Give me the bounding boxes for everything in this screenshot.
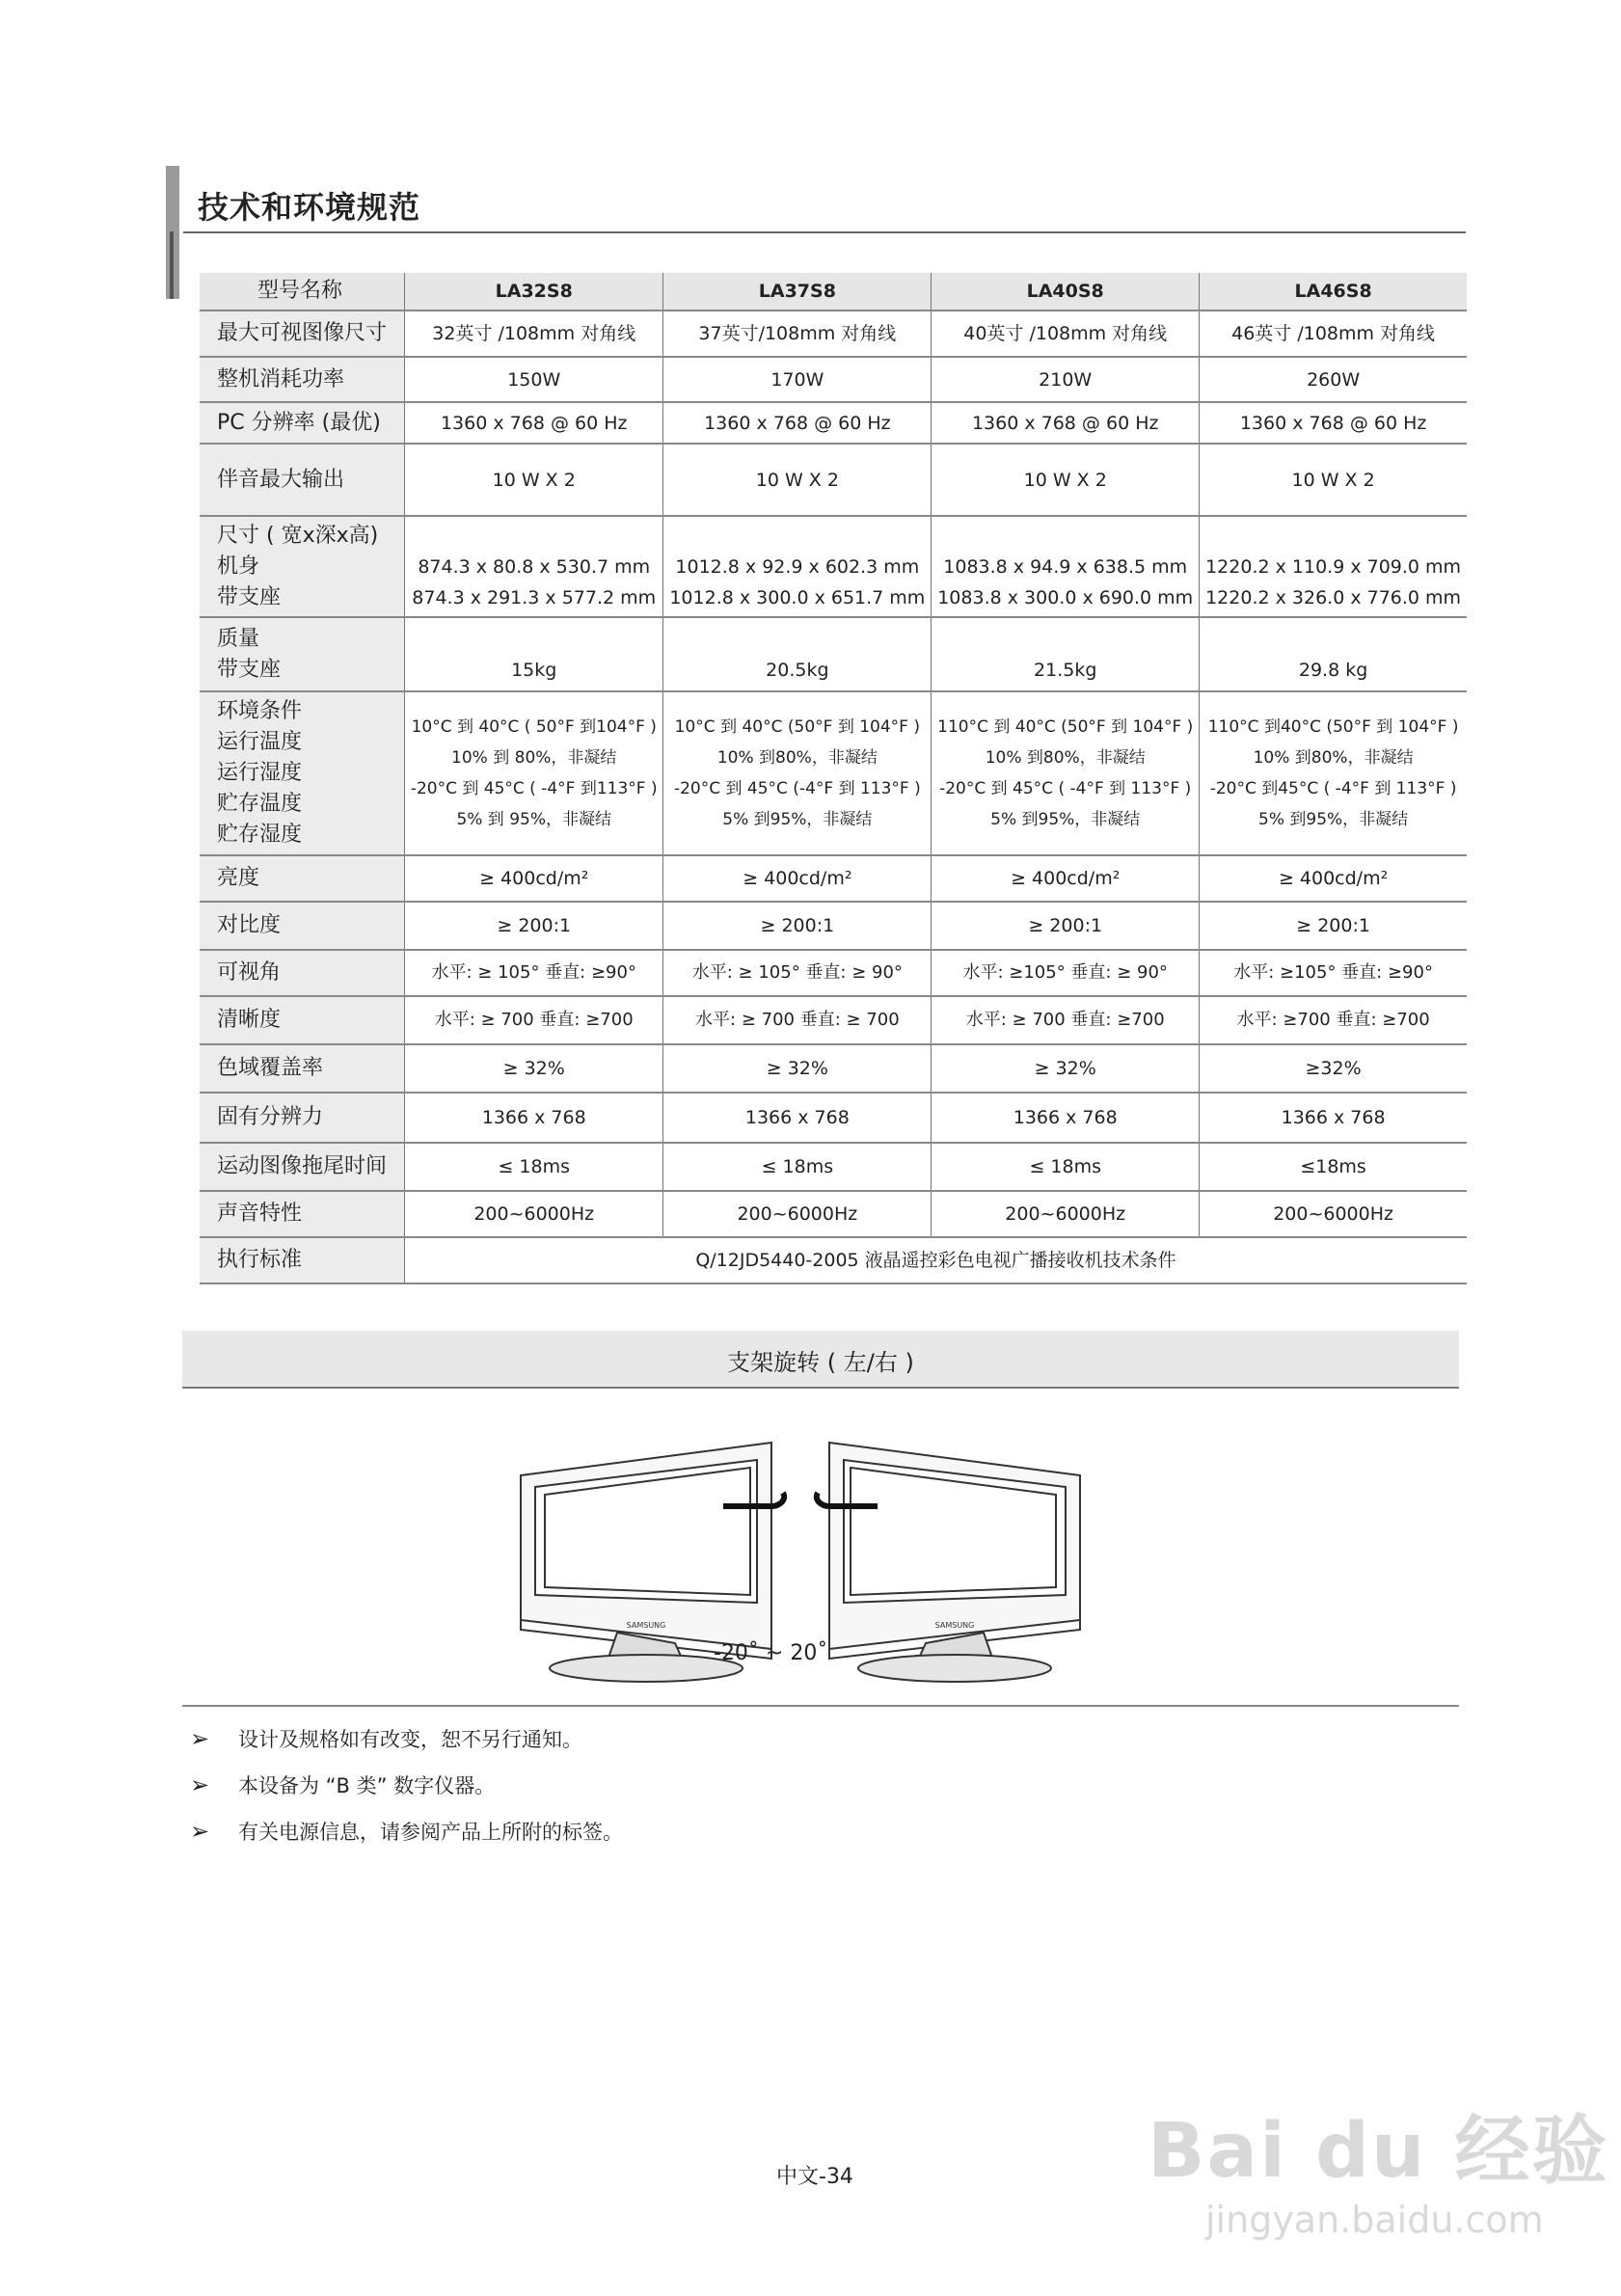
cell: 46英寸 /108mm 对角线 (1200, 311, 1467, 357)
cell: 200~6000Hz (663, 1191, 932, 1237)
cell-line: 5% 到95%，非凝结 (1258, 810, 1409, 829)
row-label: 对比度 (200, 902, 405, 950)
table-row (200, 357, 1467, 402)
label-line: 带支座 (217, 584, 282, 609)
cell: 150W (405, 357, 663, 402)
page-title: 技术和环境规范 (198, 189, 421, 226)
cell: 170W (663, 357, 932, 402)
arrow-icon: ➢ (190, 1725, 210, 1752)
footer-divider (182, 1705, 1459, 1707)
table-row (200, 1143, 1467, 1191)
cell-line: 5% 到 95%，非凝结 (456, 810, 611, 829)
cell: ≥ 400cd/m² (663, 855, 932, 902)
tv-right (829, 1443, 1080, 1682)
table-header-row (200, 273, 1467, 311)
table-row (200, 855, 1467, 902)
cell-line: 10% 到80%，非凝结 (1253, 748, 1414, 768)
row-label: PC 分辨率 (最优) (200, 402, 405, 444)
table-row (200, 444, 1467, 516)
cell-line: 110°C 到 40°C (50°F 到 104°F ) (937, 717, 1194, 737)
standard-cell: Q/12JD5440-2005 液晶遥控彩色电视广播接收机技术条件 (405, 1237, 1468, 1283)
table-row (200, 996, 1467, 1044)
cell-line: 10% 到 80%，非凝结 (451, 748, 617, 768)
label-line: 运行湿度 (217, 761, 303, 785)
brand-label-right: SAMSUNG (934, 1621, 975, 1630)
cell: ≤ 18ms (932, 1143, 1200, 1191)
cell: 10 W X 2 (932, 444, 1200, 516)
table-row-dimensions (200, 516, 1467, 617)
cell-line: 5% 到95%，非凝结 (722, 810, 873, 829)
cell (932, 617, 1200, 691)
cell: 37英寸/108mm 对角线 (663, 311, 932, 357)
cell-line: 110°C 到40°C (50°F 到 104°F ) (1207, 717, 1459, 737)
cell-line: -20°C 到 45°C ( -4°F 到113°F ) (410, 779, 658, 798)
arrow-icon: ➢ (190, 1818, 210, 1845)
brand-label-left: SAMSUNG (626, 1621, 666, 1630)
label-line: 环境条件 (217, 699, 303, 723)
label-line: 贮存温度 (217, 792, 303, 816)
cell-line: -20°C 到 45°C ( -4°F 到 113°F ) (939, 779, 1192, 798)
cell (663, 617, 932, 691)
cell: 水平: ≥105° 垂直: ≥90° (1200, 950, 1467, 996)
cell: ≤18ms (1200, 1143, 1467, 1191)
cell: 1366 x 768 (932, 1093, 1200, 1143)
cell: ≤ 18ms (663, 1143, 932, 1191)
cell-line: 10% 到80%，非凝结 (985, 748, 1146, 768)
row-label (200, 617, 405, 691)
row-label (200, 516, 405, 617)
note-text: 本设备为 “B 类” 数字仪器。 (238, 1774, 496, 1797)
cell-line: 21.5kg (1034, 659, 1097, 681)
cell-line: 5% 到95%，非凝结 (990, 810, 1141, 829)
row-label: 执行标准 (200, 1237, 405, 1283)
cell: ≥ 200:1 (932, 902, 1200, 950)
cell: 水平: ≥ 700 垂直: ≥700 (405, 996, 663, 1044)
label-line: 尺寸 ( 宽x深x高) (217, 523, 379, 548)
label-line: 质量 (217, 626, 260, 651)
row-label: 亮度 (200, 855, 405, 902)
cell (663, 516, 932, 617)
cell: 1366 x 768 (1200, 1093, 1467, 1143)
cell: 水平: ≥700 垂直: ≥700 (1200, 996, 1467, 1044)
cell: 10 W X 2 (663, 444, 932, 516)
cell-line: 1220.2 x 326.0 x 776.0 mm (1205, 586, 1462, 608)
cell: 1360 x 768 @ 60 Hz (663, 402, 932, 444)
cell (405, 516, 663, 617)
table-row (200, 402, 1467, 444)
cell: 200~6000Hz (405, 1191, 663, 1237)
cell (405, 691, 663, 855)
spec-table (200, 273, 1467, 1284)
cell-line: 10°C 到 40°C ( 50°F 到104°F ) (411, 717, 657, 737)
cell: 1366 x 768 (663, 1093, 932, 1143)
note-text: 有关电源信息，请参阅产品上所附的标签。 (238, 1821, 623, 1844)
model-name: LA32S8 (405, 273, 663, 311)
cell: 1360 x 768 @ 60 Hz (1200, 402, 1467, 444)
note-item (190, 1724, 582, 1753)
cell-line: -20°C 到45°C ( -4°F 到 113°F ) (1209, 779, 1457, 798)
cell: ≥32% (1200, 1044, 1467, 1093)
table-row-weight (200, 617, 1467, 691)
cell-line: 1220.2 x 110.9 x 709.0 mm (1205, 555, 1462, 578)
cell: 260W (1200, 357, 1467, 402)
cell: 水平: ≥ 105° 垂直: ≥ 90° (663, 950, 932, 996)
cell (1200, 516, 1467, 617)
cell: 水平: ≥ 105° 垂直: ≥90° (405, 950, 663, 996)
cell: 水平: ≥ 700 垂直: ≥700 (932, 996, 1200, 1044)
watermark-url: jingyan.baidu.com (1205, 2199, 1544, 2241)
cell: 1360 x 768 @ 60 Hz (932, 402, 1200, 444)
row-label (200, 691, 405, 855)
cell: ≥ 200:1 (405, 902, 663, 950)
cell-line: 20.5kg (766, 659, 829, 681)
cell-line: 29.8 kg (1298, 659, 1368, 681)
cell: ≥ 400cd/m² (932, 855, 1200, 902)
note-text: 设计及规格如有改变，恕不另行通知。 (238, 1728, 582, 1751)
cell-line: -20°C 到 45°C (-4°F 到 113°F ) (673, 779, 921, 798)
cell (1200, 691, 1467, 855)
label-line: 贮存湿度 (217, 823, 303, 847)
table-row-environment (200, 691, 1467, 855)
cell-line: 1012.8 x 300.0 x 651.7 mm (669, 586, 926, 608)
side-accent-bar-dark (170, 231, 174, 299)
cell (932, 516, 1200, 617)
row-label: 可视角 (200, 950, 405, 996)
model-name: LA40S8 (932, 273, 1200, 311)
cell: 210W (932, 357, 1200, 402)
table-row (200, 902, 1467, 950)
cell-line: 15kg (511, 659, 557, 681)
page-number: 中文-34 (776, 2165, 853, 2189)
row-label: 清晰度 (200, 996, 405, 1044)
cell (1200, 617, 1467, 691)
cell: 水平: ≥ 700 垂直: ≥ 700 (663, 996, 932, 1044)
header-label: 型号名称 (200, 273, 405, 311)
table-row (200, 1044, 1467, 1093)
row-label: 声音特性 (200, 1191, 405, 1237)
cell (932, 691, 1200, 855)
table-row (200, 311, 1467, 357)
cell: ≥ 32% (663, 1044, 932, 1093)
cell-line: 1012.8 x 92.9 x 602.3 mm (675, 555, 920, 578)
label-line: 机身 (217, 554, 260, 579)
cell: 10 W X 2 (405, 444, 663, 516)
model-name: LA37S8 (663, 273, 932, 311)
table-row (200, 950, 1467, 996)
cell: 1360 x 768 @ 60 Hz (405, 402, 663, 444)
row-label: 色域覆盖率 (200, 1044, 405, 1093)
table-row (200, 1093, 1467, 1143)
cell: 40英寸 /108mm 对角线 (932, 311, 1200, 357)
cell: 水平: ≥105° 垂直: ≥ 90° (932, 950, 1200, 996)
label-line: 带支座 (217, 657, 282, 682)
model-name: LA46S8 (1200, 273, 1467, 311)
cell: 32英寸 /108mm 对角线 (405, 311, 663, 357)
arrow-icon: ➢ (190, 1771, 210, 1798)
cell-line: 10% 到80%，非凝结 (716, 748, 878, 768)
section-bar (182, 1331, 1459, 1389)
row-label: 运动图像拖尾时间 (200, 1143, 405, 1191)
note-item (190, 1817, 623, 1846)
section-title: 支架旋转 ( 左/右 ) (727, 1349, 914, 1376)
baidu-watermark (1148, 2091, 1609, 2241)
cell (405, 617, 663, 691)
cell: 10 W X 2 (1200, 444, 1467, 516)
cell: ≥ 200:1 (663, 902, 932, 950)
cell: ≥ 400cd/m² (405, 855, 663, 902)
table-row (200, 1237, 1467, 1283)
row-label: 整机消耗功率 (200, 357, 405, 402)
row-label: 最大可视图像尺寸 (200, 311, 405, 357)
cell: 200~6000Hz (932, 1191, 1200, 1237)
cell-line: 1083.8 x 94.9 x 638.5 mm (943, 555, 1188, 578)
rotation-range: -20˚ ~ 20˚ (714, 1641, 828, 1665)
row-label: 伴音最大输出 (200, 444, 405, 516)
row-label: 固有分辨力 (200, 1093, 405, 1143)
cell-line: 1083.8 x 300.0 x 690.0 mm (937, 586, 1194, 608)
watermark-logo: Bai du 经验 (1148, 2108, 1609, 2195)
label-line: 运行温度 (217, 730, 303, 754)
title-divider (183, 231, 1466, 233)
cell-line: 10°C 到 40°C (50°F 到 104°F ) (674, 717, 920, 737)
cell (663, 691, 932, 855)
cell: ≥ 400cd/m² (1200, 855, 1467, 902)
cell: 1366 x 768 (405, 1093, 663, 1143)
cell: ≥ 200:1 (1200, 902, 1467, 950)
cell: ≤ 18ms (405, 1143, 663, 1191)
table-row (200, 1191, 1467, 1237)
cell: 200~6000Hz (1200, 1191, 1467, 1237)
cell: ≥ 32% (932, 1044, 1200, 1093)
cell-line: 874.3 x 80.8 x 530.7 mm (418, 555, 651, 578)
cell-line: 874.3 x 291.3 x 577.2 mm (412, 586, 657, 608)
note-item (190, 1770, 495, 1799)
cell: ≥ 32% (405, 1044, 663, 1093)
